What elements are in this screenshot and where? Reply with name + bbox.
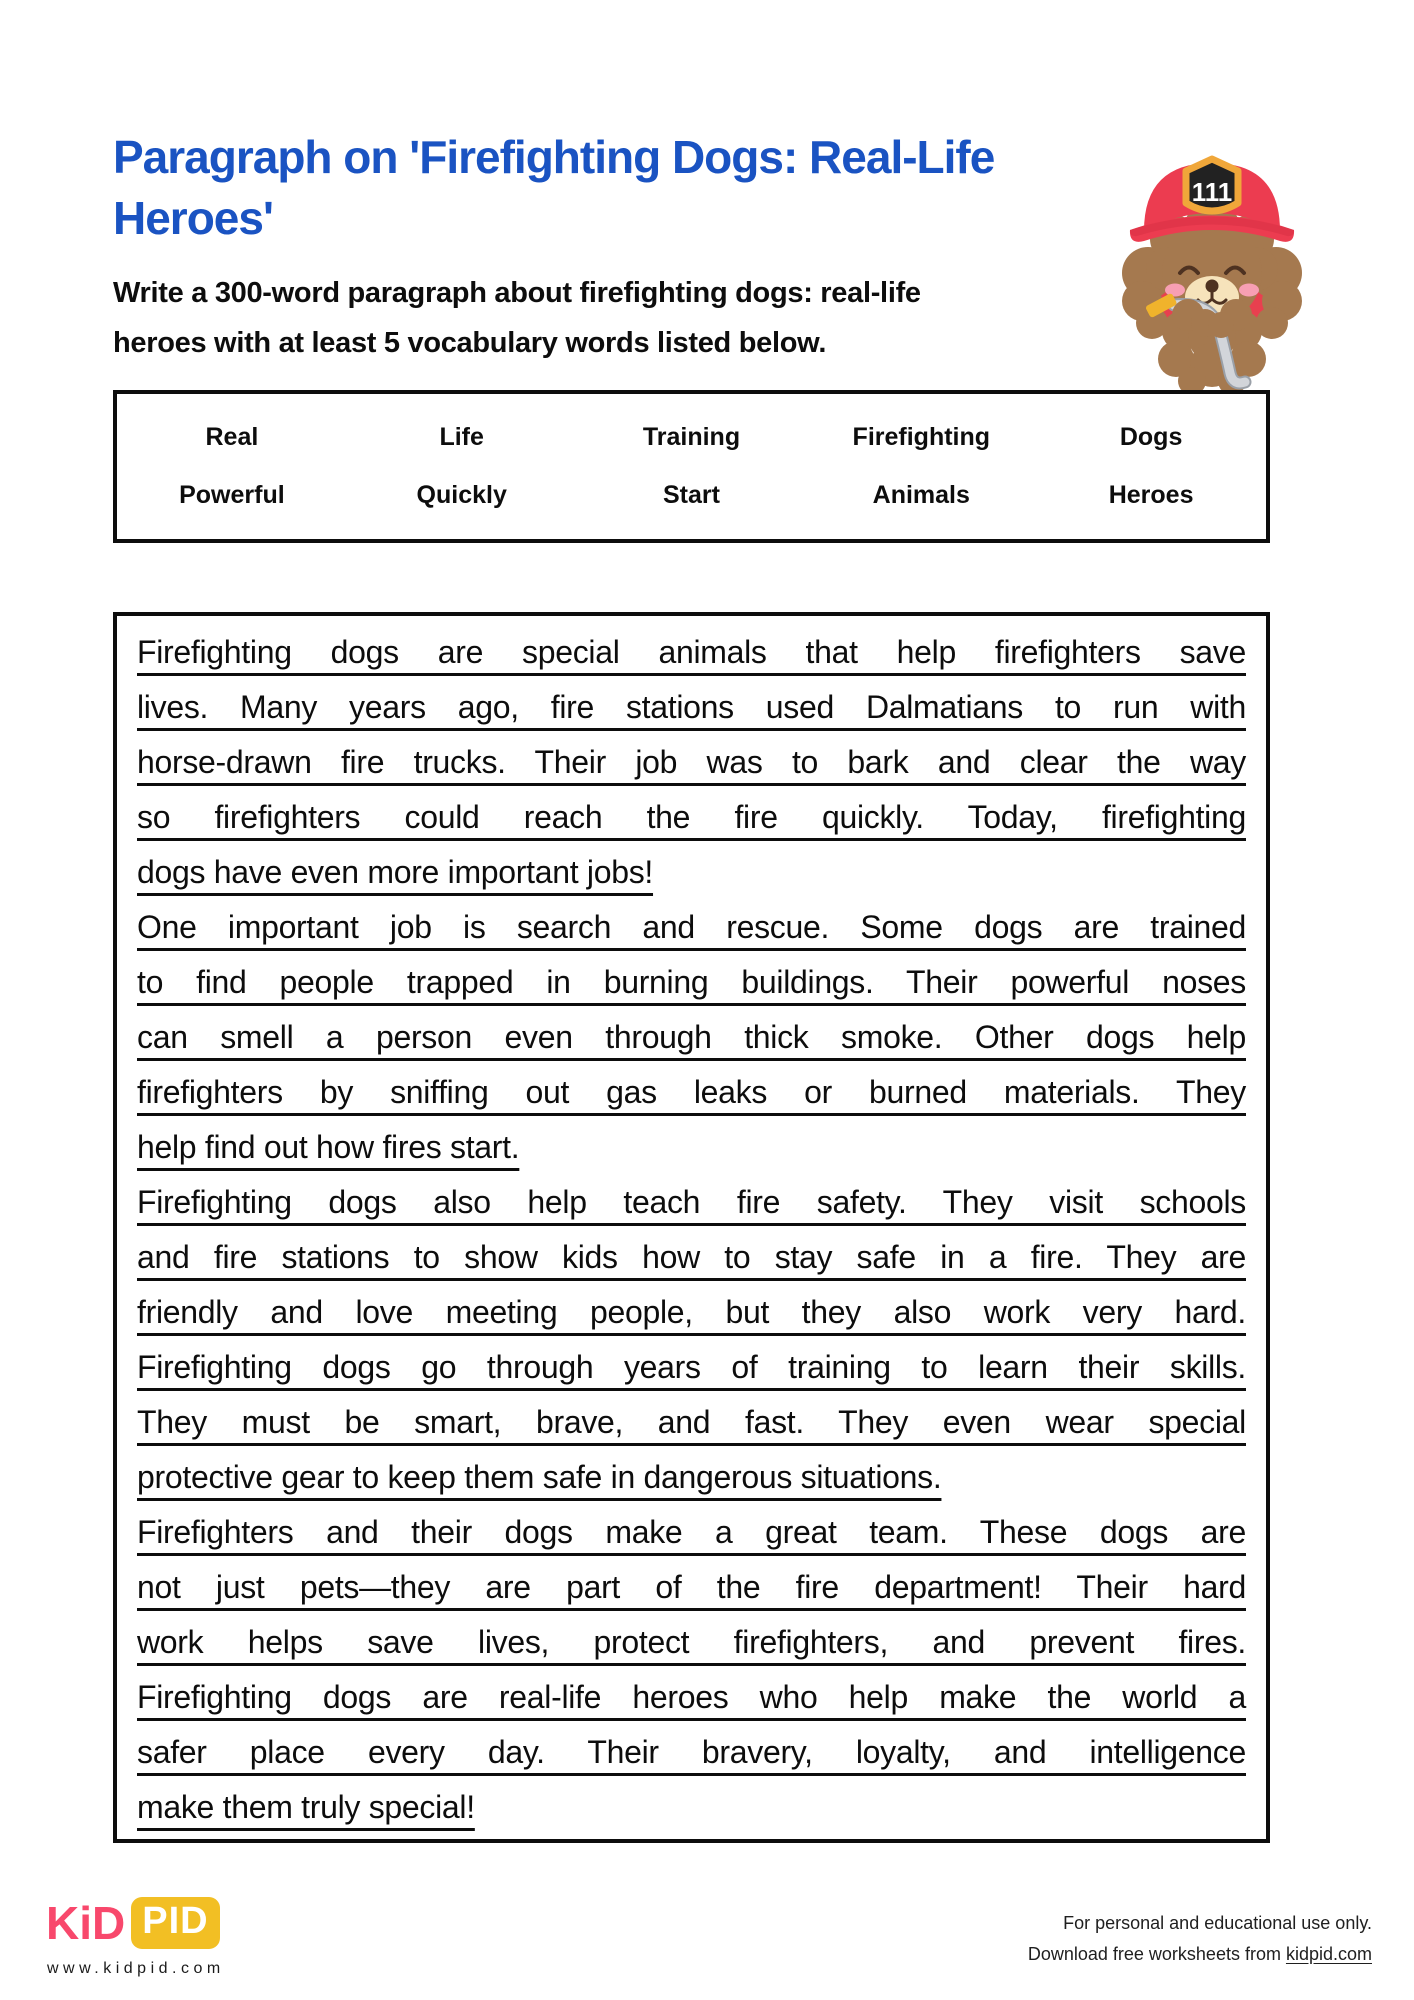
essay-line: Firefighting dogs are special animals that help firefighters save xyxy=(137,634,1246,670)
instructions-line2: heroes with at least 5 vocabulary words listed below. xyxy=(113,327,827,359)
dog-cheek-right xyxy=(1239,284,1259,297)
download-notice-text: Download free worksheets from xyxy=(1027,1944,1286,1964)
essay-line: help find out how fires start. xyxy=(137,1129,520,1165)
essay-line: not just pets—they are part of the fire department! Their hard xyxy=(137,1569,1246,1605)
vocabulary-row-2 xyxy=(117,481,1266,510)
vocab-word: Animals xyxy=(872,481,970,509)
vocab-word: Real xyxy=(205,423,259,451)
vocab-word: Start xyxy=(663,481,720,509)
essay-line: Firefighting dogs go through years of training to learn their skills. xyxy=(137,1349,1246,1385)
usage-notice xyxy=(1028,1908,1372,1970)
essay-line: dogs have even more important jobs! xyxy=(137,854,654,890)
instructions-line1: Write a 300-word paragraph about firefighting dogs: real-life xyxy=(113,277,921,309)
firefighter-dog-illustration xyxy=(1112,122,1312,394)
kidpid-link[interactable]: kidpid.com xyxy=(1285,1944,1372,1964)
essay-box xyxy=(113,612,1270,1843)
essay-line: protective gear to keep them safe in dangerous situations. xyxy=(137,1459,942,1495)
vocab-word: Dogs xyxy=(1119,423,1183,451)
helmet-badge-text: 111 xyxy=(1191,177,1233,207)
essay-line: safer place every day. Their bravery, loyalty, and intelligence xyxy=(137,1734,1246,1770)
vocab-word: Quickly xyxy=(416,481,507,509)
instructions-text xyxy=(113,268,921,368)
essay-line: One important job is search and rescue. Some dogs are trained xyxy=(137,909,1246,945)
page-title xyxy=(113,127,994,249)
logo-kid-text: KiD xyxy=(46,1897,126,1949)
essay-line: Firefighting dogs are real-life heroes who help make the world a xyxy=(137,1679,1246,1715)
vocab-word: Firefighting xyxy=(852,423,991,451)
page-title-line1: Paragraph on 'Firefighting Dogs: Real-Life xyxy=(113,130,995,183)
website-url: www.kidpid.com xyxy=(47,1960,225,1977)
firefighter-helmet xyxy=(1130,159,1294,242)
usage-notice-line1: For personal and educational use only. xyxy=(1063,1913,1372,1933)
essay-line: firefighters by sniffing out gas leaks or burned materials. They xyxy=(137,1074,1246,1110)
vocab-word: Heroes xyxy=(1108,481,1194,509)
vocabulary-box xyxy=(113,390,1270,543)
essay-line: lives. Many years ago, fire stations used Dalmatians to run with xyxy=(137,689,1246,725)
essay-line: They must be smart, brave, and fast. They even wear special xyxy=(137,1404,1246,1440)
vocabulary-row-1 xyxy=(117,423,1266,452)
essay-lines xyxy=(137,625,1246,1835)
essay-line: and fire stations to show kids how to stay safe in a fire. They are xyxy=(137,1239,1246,1275)
essay-line: so firefighters could reach the fire quickly. Today, firefighting xyxy=(137,799,1246,835)
essay-line: work helps save lives, protect firefighters, and prevent fires. xyxy=(137,1624,1246,1660)
essay-line: make them truly special! xyxy=(137,1789,475,1825)
kidpid-logo xyxy=(46,1896,220,1950)
essay-line: can smell a person even through thick smoke. Other dogs help xyxy=(137,1019,1246,1055)
logo-pid-badge: PID xyxy=(131,1897,219,1949)
usage-notice-line2 xyxy=(1028,1939,1372,1970)
vocab-word: Powerful xyxy=(179,481,285,509)
vocab-word: Training xyxy=(642,423,741,451)
essay-line: friendly and love meeting people, but they also work very hard. xyxy=(137,1294,1246,1330)
essay-line: to find people trapped in burning buildings. Their powerful noses xyxy=(137,964,1246,1000)
vocab-word: Life xyxy=(439,423,484,451)
page-title-line2: Heroes' xyxy=(113,191,273,244)
essay-line: horse-drawn fire trucks. Their job was to bark and clear the way xyxy=(137,744,1246,780)
essay-line: Firefighting dogs also help teach fire safety. They visit schools xyxy=(137,1184,1246,1220)
essay-line: Firefighters and their dogs make a great team. These dogs are xyxy=(137,1514,1246,1550)
